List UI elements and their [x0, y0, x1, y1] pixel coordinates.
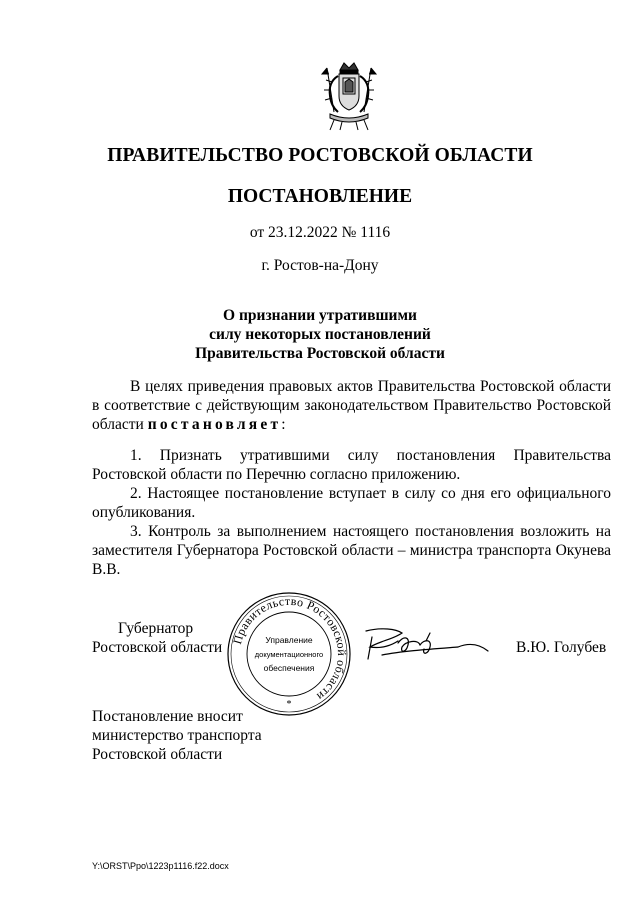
- submitter-line: министерство транспорта: [92, 727, 262, 744]
- resolution-item-3: 3. Контроль за выполнением настоящего постановления возложить на заместителя Губернатора Ростовской области – министра транспорта Окунева В.В.: [92, 523, 611, 578]
- stamp-inner-line: Управление: [265, 635, 313, 645]
- resolution-item-2: 2. Настоящее постановление вступает в силу со дня его официального опубликования.: [92, 485, 611, 521]
- resolution-item-1: 1. Признать утратившими силу постановления Правительства Ростовской области по Перечню согласно приложению.: [92, 447, 611, 483]
- submitter-line: Ростовской области: [92, 746, 223, 763]
- official-stamp: [226, 591, 352, 717]
- subject-title: [0, 306, 640, 363]
- submitter-block: [92, 707, 262, 764]
- stamp-inner-line: документационного: [254, 650, 324, 659]
- stamp-star: *: [286, 699, 292, 710]
- date-and-number: от 23.12.2022 № 1116: [249, 224, 391, 241]
- document-type-heading: ПОСТАНОВЛЕНИЕ: [227, 186, 413, 207]
- coat-of-arms-emblem: [318, 60, 380, 132]
- government-title: ПРАВИТЕЛЬСТВО РОСТОВСКОЙ ОБЛАСТИ: [107, 145, 533, 166]
- preamble-text: В целях приведения правовых актов Правительства Ростовской области в соответствие с действующим законодательством Правительство Ростовской: [92, 378, 611, 414]
- preamble-paragraph: [92, 377, 611, 434]
- city-line: г. Ростов-на-Дону: [261, 257, 379, 274]
- preamble-text-end: области: [92, 416, 148, 433]
- subject-line: силу некоторых постановлений: [209, 326, 431, 343]
- resolution-items: [92, 446, 611, 579]
- signer-position-line1: Губернатор: [118, 620, 194, 637]
- stamp-inner-line: обеспечения: [263, 663, 315, 673]
- file-path-footer: Y:\ORST\Ppo\1223p1116.f22.docx: [92, 861, 229, 871]
- signer-name: В.Ю. Голубев: [516, 639, 607, 656]
- resolves-word: постановляет: [147, 416, 282, 433]
- subject-line: Правительства Ростовской области: [195, 345, 445, 362]
- handwritten-signature: [362, 625, 492, 663]
- signer-position-line2: Ростовской области: [92, 639, 223, 656]
- submitter-line: Постановление вносит: [92, 708, 243, 725]
- colon: :: [281, 416, 286, 433]
- stamp-ring-text: Правительство Ростовской области: [230, 593, 350, 704]
- subject-line: О признании утратившими: [223, 307, 417, 324]
